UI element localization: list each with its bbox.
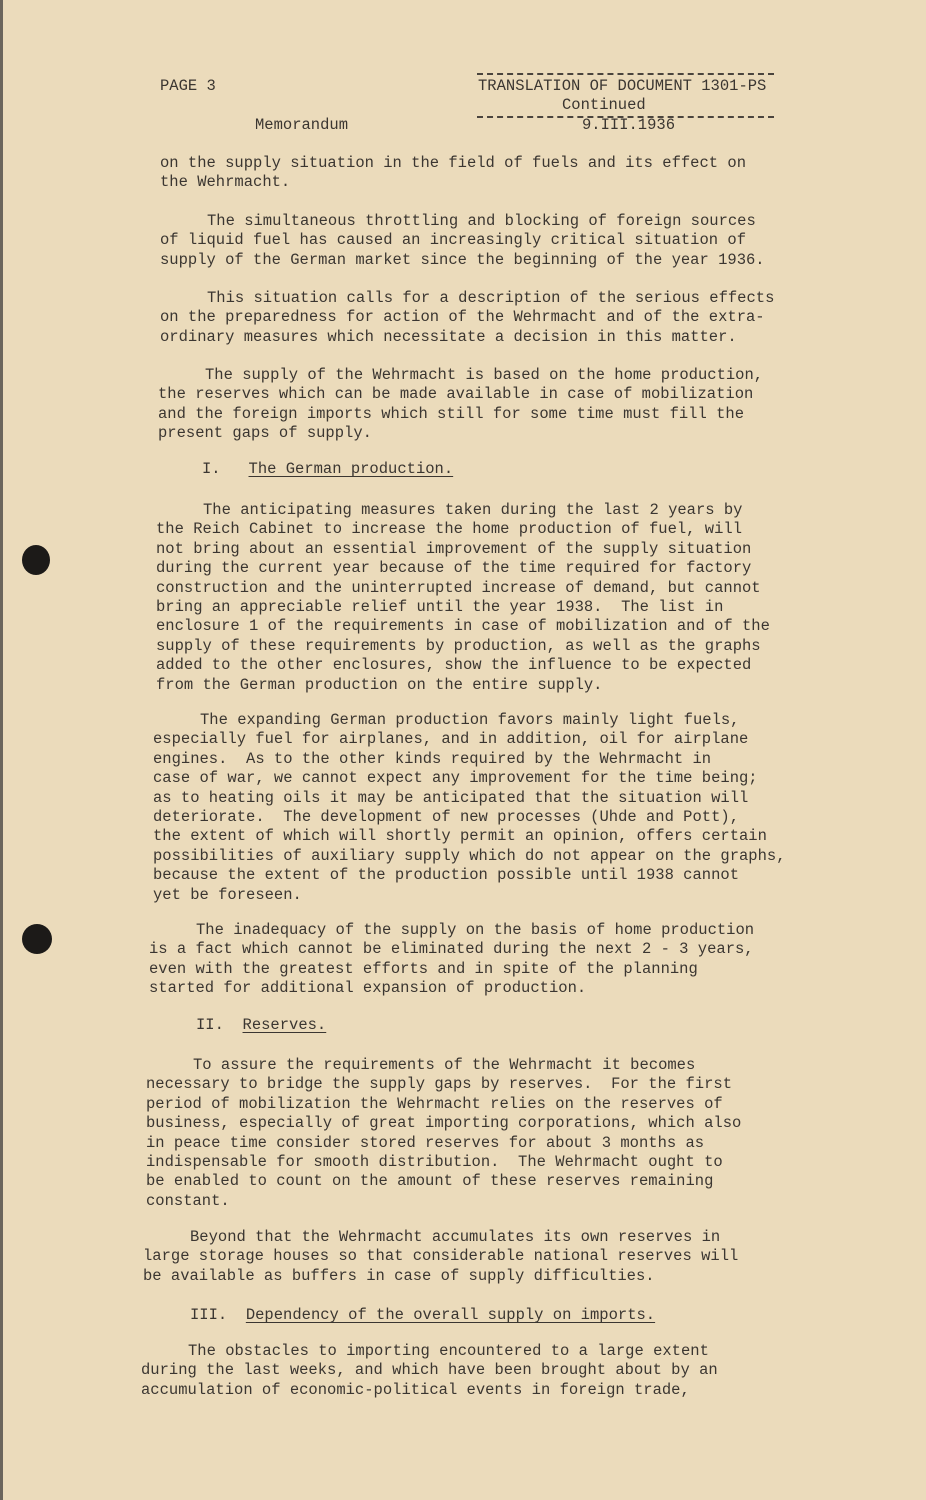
memorandum-label: Memorandum <box>255 116 349 134</box>
text-line: bring an appreciable relief until the year 1938. The list in <box>156 598 724 617</box>
text-line: started for additional expansion of production. <box>149 979 587 998</box>
text-line: indispensable for smooth distribution. The Wehrmacht ought to <box>146 1153 723 1172</box>
text-line: added to the other enclosures, show the influence to be expected <box>156 656 752 675</box>
text-line: business, especially of great importing corporations, which also <box>146 1114 742 1133</box>
text-line: supply of these requirements by production, as well as the graphs <box>156 636 761 655</box>
punch-hole <box>22 545 50 575</box>
section-heading-2 <box>196 1016 326 1035</box>
text-line: in peace time consider stored reserves for about 3 months as <box>146 1133 705 1152</box>
text-line: The supply of the Wehrmacht is based on the home production, <box>205 366 764 384</box>
page-edge <box>0 0 3 1500</box>
text-line: during the current year because of the time required for factory <box>156 559 752 578</box>
text-line: To assure the requirements of the Wehrmacht it becomes <box>193 1056 696 1074</box>
text-line: yet be foreseen. <box>153 885 302 904</box>
text-line: present gaps of supply. <box>158 424 372 443</box>
text-line: during the last weeks, and which have been brought about by an <box>141 1361 718 1380</box>
paragraph <box>141 1342 718 1400</box>
text-line: This situation calls for a description of the serious effects <box>207 289 775 307</box>
text-line: because the extent of the production possible until 1938 cannot <box>153 866 739 885</box>
text-line: case of war, we cannot expect any improvement for the time being; <box>153 769 758 788</box>
text-line: even with the greatest efforts and in spite of the planning <box>149 959 698 978</box>
text-line: the reserves which can be made available in case of mobilization <box>158 385 754 404</box>
heading-title: Dependency of the overall supply on imports. <box>245 1306 656 1324</box>
heading-title: Reserves. <box>242 1016 327 1034</box>
paragraph <box>160 289 774 347</box>
text-line: on the preparedness for action of the Wehrmacht and of the extra- <box>160 308 765 327</box>
text-line: The expanding German production favors mainly light fuels, <box>200 711 740 729</box>
document-date: 9.III.1936 <box>582 116 676 134</box>
text-line: not bring about an essential improvement of the supply situation <box>156 539 752 558</box>
text-line: necessary to bridge the supply gaps by reserves. For the first <box>146 1075 732 1094</box>
text-line: enclosure 1 of the requirements in case of mobilization and of the <box>156 617 770 636</box>
text-line: The obstacles to importing encountered to a large extent <box>188 1342 709 1360</box>
text-line: The anticipating measures taken during the last 2 years by <box>203 501 743 519</box>
paragraph <box>156 501 770 695</box>
heading-numeral: I. <box>202 460 221 478</box>
text-line: The inadequacy of the supply on the basis of home production <box>196 921 755 939</box>
document-title: TRANSLATION OF DOCUMENT 1301-PS <box>478 77 767 95</box>
text-line: period of mobilization the Wehrmacht relies on the reserves of <box>146 1094 723 1113</box>
paragraph <box>146 1056 741 1211</box>
section-heading-1 <box>202 460 453 479</box>
text-line: be enabled to count on the amount of these reserves remaining <box>146 1172 714 1191</box>
paragraph <box>158 366 763 444</box>
header-rule-top <box>477 73 774 75</box>
text-line: the extent of which will shortly permit an opinion, offers certain <box>153 827 767 846</box>
heading-title: The German production. <box>248 460 454 478</box>
text-line: especially fuel for airplanes, and in addition, oil for airplane <box>153 730 749 749</box>
text-line: constant. <box>146 1191 230 1210</box>
paragraph <box>149 921 754 999</box>
text-line: as to heating oils it may be anticipated that the situation will <box>153 788 749 807</box>
heading-numeral: II. <box>196 1016 224 1034</box>
section-heading-3 <box>190 1306 655 1325</box>
heading-numeral: III. <box>190 1306 228 1324</box>
text-line: accumulation of economic-political events in foreign trade, <box>141 1380 690 1399</box>
text-line: The simultaneous throttling and blocking of foreign sources <box>207 212 756 230</box>
text-line: supply of the German market since the beginning of the year 1936. <box>160 250 765 269</box>
page-number: PAGE 3 <box>160 77 216 95</box>
text-line: construction and the uninterrupted increase of demand, but cannot <box>156 578 761 597</box>
paragraph <box>160 154 746 193</box>
text-line: large storage houses so that considerable national reserves will <box>143 1247 739 1266</box>
paragraph <box>153 711 786 905</box>
text-line: engines. As to the other kinds required by the Wehrmacht in <box>153 749 712 768</box>
continued-label: Continued <box>562 96 646 114</box>
text-line: on the supply situation in the field of fuels and its effect on <box>160 154 746 172</box>
text-line: of liquid fuel has caused an increasingly critical situation of <box>160 231 746 250</box>
text-line: from the German production on the entire supply. <box>156 675 603 694</box>
punch-hole <box>22 924 52 954</box>
text-line: be available as buffers in case of supply difficulties. <box>143 1266 655 1285</box>
text-line: possibilities of auxiliary supply which do not appear on the graphs, <box>153 846 786 865</box>
text-line: the Reich Cabinet to increase the home production of fuel, will <box>156 520 742 539</box>
text-line: Beyond that the Wehrmacht accumulates its own reserves in <box>190 1228 721 1246</box>
text-line: the Wehrmacht. <box>160 173 291 192</box>
paragraph <box>160 212 765 270</box>
text-line: deteriorate. The development of new processes (Uhde and Pott), <box>153 808 739 827</box>
text-line: is a fact which cannot be eliminated during the next 2 - 3 years, <box>149 940 754 959</box>
text-line: ordinary measures which necessitate a decision in this matter. <box>160 327 737 346</box>
paragraph <box>143 1228 738 1286</box>
text-line: and the foreign imports which still for some time must fill the <box>158 404 744 423</box>
